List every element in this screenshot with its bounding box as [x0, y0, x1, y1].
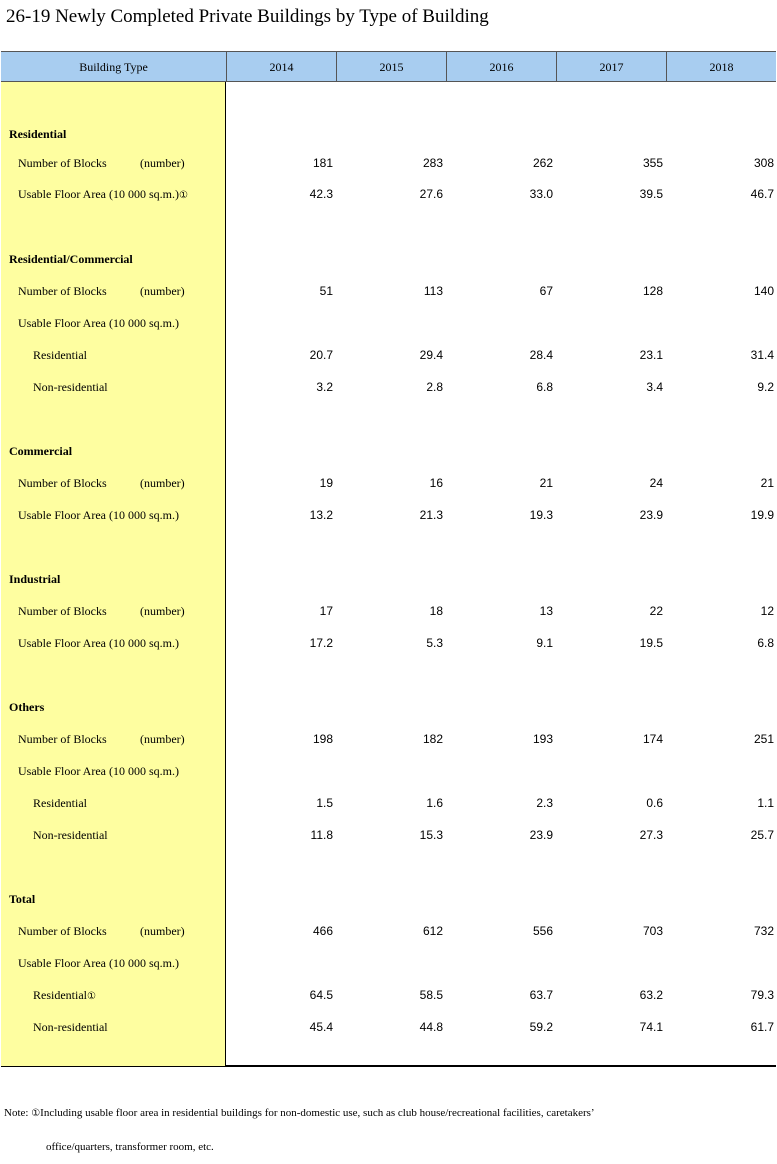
section-label: Industrial	[9, 572, 61, 586]
cell-value-2015: 2.8	[426, 380, 443, 394]
row-label-text: Number of Blocks	[18, 604, 107, 618]
cell-value-2017: 23.9	[639, 508, 663, 522]
cell-value-2018: 12	[760, 604, 774, 618]
row-label	[33, 380, 108, 395]
cell-value-2016: 21	[539, 476, 553, 490]
cell-value-2018: 21	[760, 476, 774, 490]
row-label-text: Number of Blocks	[18, 476, 107, 490]
cell-value-2014: 19	[319, 476, 333, 490]
row-unit: (number)	[140, 732, 185, 746]
cell-value-2014: 17	[319, 604, 333, 618]
cell-value-2014: 1.5	[316, 796, 333, 810]
cell-value-2017: 23.1	[639, 348, 663, 362]
row-label	[33, 1020, 108, 1035]
row-label	[18, 508, 179, 523]
cell-value-2014: 51	[319, 284, 333, 298]
cell-value-2014: 466	[312, 924, 333, 938]
cell-value-2017: 174	[642, 732, 663, 746]
row-unit: (number)	[140, 284, 185, 298]
cell-value-2016: 6.8	[536, 380, 553, 394]
cell-value-2018: 25.7	[750, 828, 774, 842]
cell-value-2018: 1.1	[757, 796, 774, 810]
cell-value-2018: 9.2	[757, 380, 774, 394]
cell-value-2017: 128	[642, 284, 663, 298]
cell-value-2014: 64.5	[309, 988, 333, 1002]
note-prefix: Note:	[4, 1107, 32, 1119]
cell-value-2017: 355	[642, 156, 663, 170]
cell-value-2018: 61.7	[750, 1020, 774, 1034]
cell-value-2015: 21.3	[419, 508, 443, 522]
section-label: Residential/Commercial	[9, 252, 133, 266]
header-year-2018: 2018	[709, 60, 734, 74]
row-label	[18, 956, 179, 971]
row-label	[33, 828, 108, 843]
cell-value-2016: 23.9	[529, 828, 553, 842]
row-label	[18, 924, 185, 939]
section-label: Total	[9, 892, 36, 906]
section-label: Commercial	[9, 444, 73, 458]
row-label-text: Number of Blocks	[18, 284, 107, 298]
cell-value-2017: 703	[642, 924, 663, 938]
header-year-2016: 2016	[447, 52, 557, 81]
row-label	[18, 316, 179, 331]
header-year-2017: 2017	[557, 52, 667, 81]
cell-value-2017: 39.5	[639, 187, 663, 201]
row-label-text: Usable Floor Area (10 000 sq.m.)	[18, 187, 179, 201]
cell-value-2014: 42.3	[309, 187, 333, 201]
cell-value-2017: 3.4	[646, 380, 663, 394]
cell-value-2018: 46.7	[750, 187, 774, 201]
cell-value-2015: 113	[423, 284, 443, 298]
row-label	[18, 764, 179, 779]
row-label-text: Residential	[33, 348, 87, 362]
cell-value-2015: 58.5	[419, 988, 443, 1002]
cell-value-2015: 283	[422, 156, 443, 170]
cell-value-2016: 33.0	[529, 187, 553, 201]
cell-value-2015: 27.6	[419, 187, 443, 201]
cell-value-2018: 732	[753, 924, 774, 938]
row-label-text: Non-residential	[33, 1020, 108, 1034]
cell-value-2015: 16	[429, 476, 443, 490]
row-label-text: Usable Floor Area (10 000 sq.m.)	[18, 636, 179, 650]
row-unit: (number)	[140, 476, 185, 490]
row-label-text: Usable Floor Area (10 000 sq.m.)	[18, 508, 179, 522]
cell-value-2016: 63.7	[529, 988, 553, 1002]
cell-value-2016: 556	[532, 924, 553, 938]
note-mark: ①	[31, 1108, 41, 1119]
cell-value-2017: 74.1	[639, 1020, 663, 1034]
row-label-text: Number of Blocks	[18, 732, 107, 746]
cell-value-2018: 6.8	[757, 636, 774, 650]
cell-value-2017: 24	[649, 476, 663, 490]
buildings-table	[1, 51, 776, 1067]
cell-value-2016: 193	[532, 732, 553, 746]
cell-value-2015: 182	[422, 732, 443, 746]
cell-value-2014: 20.7	[309, 348, 333, 362]
cell-value-2016: 2.3	[536, 796, 553, 810]
cell-value-2017: 27.3	[639, 828, 663, 842]
cell-value-2016: 67	[539, 284, 553, 298]
row-label-text: Usable Floor Area (10 000 sq.m.)	[18, 956, 179, 970]
row-label	[18, 604, 185, 619]
cell-value-2017: 19.5	[639, 636, 663, 650]
cell-value-2018: 251	[753, 732, 774, 746]
row-label	[33, 348, 87, 363]
row-label	[18, 636, 179, 651]
cell-value-2014: 11.8	[310, 828, 333, 842]
cell-value-2016: 28.4	[529, 348, 553, 362]
cell-value-2015: 5.3	[426, 636, 443, 650]
cell-value-2016: 262	[532, 156, 553, 170]
row-label-text: Non-residential	[33, 828, 108, 842]
cell-value-2014: 17.2	[309, 636, 333, 650]
row-label	[33, 796, 87, 811]
cell-value-2014: 45.4	[309, 1020, 333, 1034]
cell-value-2015: 44.8	[419, 1020, 443, 1034]
cell-value-2016: 9.1	[536, 636, 553, 650]
note-text-1: Including usable floor area in residential buildings for non-domestic use, such as club house/recreational facilities, caretakers’	[40, 1107, 595, 1119]
header-building-type: Building Type	[1, 52, 227, 81]
row-unit: (number)	[140, 924, 185, 938]
table-header-row	[1, 52, 776, 82]
cell-value-2018: 140	[753, 284, 774, 298]
footnote-mark: ①	[87, 991, 96, 1002]
row-label-text: Usable Floor Area (10 000 sq.m.)	[18, 764, 179, 778]
row-label	[33, 988, 96, 1003]
cell-value-2018: 308	[753, 156, 774, 170]
cell-value-2018: 31.4	[750, 348, 774, 362]
cell-value-2016: 19.3	[529, 508, 553, 522]
note-line-1	[4, 1107, 595, 1119]
section-label: Residential	[9, 127, 67, 141]
note-line-2: office/quarters, transformer room, etc.	[46, 1141, 214, 1153]
cell-value-2018: 19.9	[750, 508, 774, 522]
cell-value-2016: 13	[539, 604, 553, 618]
row-label	[18, 284, 185, 299]
row-label-text: Non-residential	[33, 380, 108, 394]
row-label-text: Usable Floor Area (10 000 sq.m.)	[18, 316, 179, 330]
cell-value-2014: 13.2	[309, 508, 333, 522]
cell-value-2014: 3.2	[316, 380, 333, 394]
cell-value-2015: 18	[429, 604, 443, 618]
cell-value-2015: 15.3	[419, 828, 443, 842]
row-label	[18, 187, 188, 202]
row-unit: (number)	[140, 156, 185, 170]
cell-value-2017: 22	[649, 604, 663, 618]
footnote-mark: ①	[178, 190, 188, 201]
row-label-text: Residential	[33, 988, 87, 1002]
row-unit: (number)	[140, 604, 185, 618]
cell-value-2017: 63.2	[639, 988, 663, 1002]
cell-value-2016: 59.2	[529, 1020, 553, 1034]
header-year-2014: 2014	[227, 52, 337, 81]
cell-value-2014: 198	[312, 732, 333, 746]
row-label	[18, 732, 185, 747]
cell-value-2017: 0.6	[646, 796, 663, 810]
cell-value-2014: 181	[312, 156, 333, 170]
row-label-text: Number of Blocks	[18, 156, 107, 170]
cell-value-2018: 79.3	[750, 988, 774, 1002]
cell-value-2015: 29.4	[419, 348, 443, 362]
row-label	[18, 156, 185, 171]
cell-value-2015: 1.6	[426, 796, 443, 810]
page-title: 26-19 Newly Completed Private Buildings by Type of Building	[6, 6, 489, 27]
row-label-text: Number of Blocks	[18, 924, 107, 938]
cell-value-2015: 612	[422, 924, 443, 938]
header-year-2015: 2015	[337, 52, 447, 81]
row-label-text: Residential	[33, 796, 87, 810]
section-label: Others	[9, 700, 45, 714]
row-label	[18, 476, 185, 491]
